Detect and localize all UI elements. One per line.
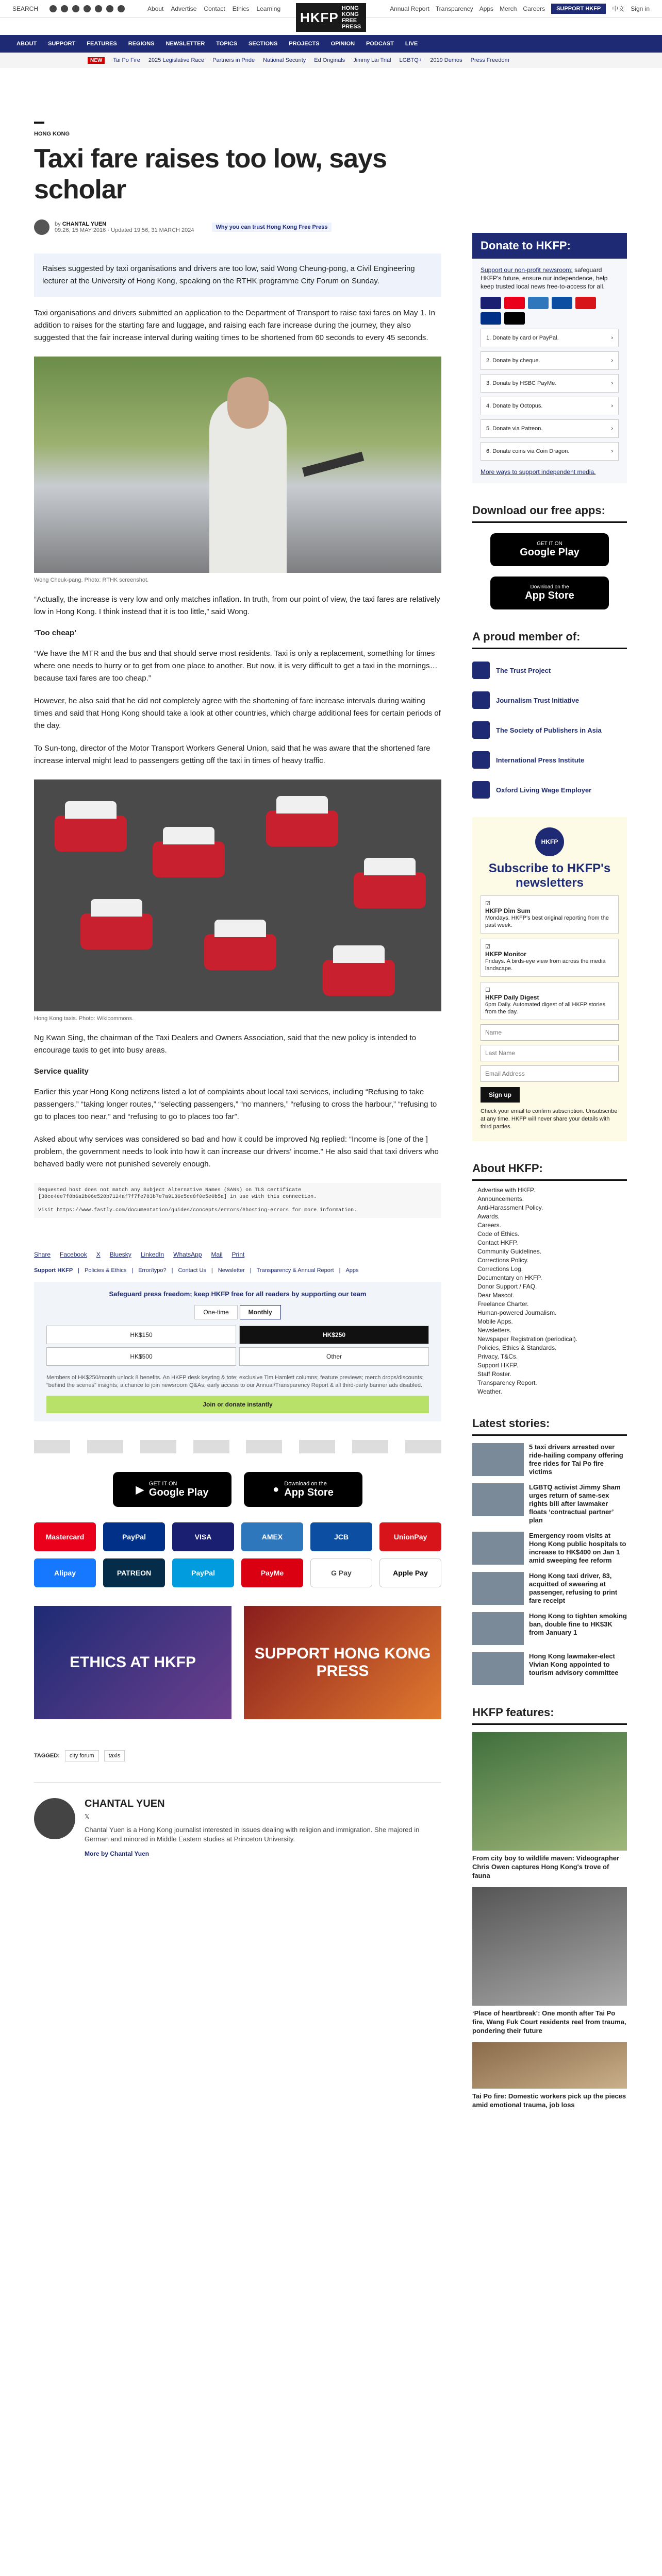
top-bar [0,0,662,30]
badge-logo[interactable] [140,1440,176,1453]
paragraph: Ng Kwan Sing, the chairman of the Taxi Dealers and Owners Association, said that the new policy is intended to encourage taxis to get into busy areas. [34,1033,416,1055]
patreon-icon: PATREON [103,1558,165,1587]
tag[interactable]: city forum [65,1750,99,1761]
author-photo [34,1798,75,1839]
nav-sections[interactable]: SECTIONS [249,41,278,47]
photo-caption: Hong Kong taxis. Photo: Wikicommons. [34,1015,134,1022]
newsletter-signup [472,817,627,1141]
top-link-about[interactable]: About [147,5,164,12]
byline: by CHANTAL YUEN 09:26, 15 MAY 2016 · Updated 19:56, 31 MARCH 2024 Why you can trust Hong Kong Free Press [34,219,441,235]
about-link[interactable]: Transparency Report. [477,1379,537,1386]
share-bluesky[interactable]: Bluesky [109,1251,131,1258]
payme-icon: PayMe [241,1558,303,1587]
google-play-button[interactable]: GET IT ON Google Play [490,533,609,566]
signin-link[interactable]: Sign in [631,5,650,12]
top-link-advertise[interactable]: Advertise [171,5,197,12]
logo-subtext: HONG KONG FREE PRESS [341,5,361,30]
top-link-ethics[interactable]: Ethics [232,5,250,12]
amount-option[interactable]: HK$500 [46,1347,236,1366]
newsletter-option[interactable]: ☑ HKFP Dim Sum Mondays. HKFP's best original reporting from the past week. [481,895,619,934]
jcb-icon: JCB [310,1522,372,1551]
about-link[interactable]: Human-powered Journalism. [477,1309,557,1316]
photo-caption: Wong Cheuk-pang. Photo: RTHK screenshot. [34,577,149,583]
article-kicker[interactable]: HONG KONG [34,122,44,137]
logo-text: HKFP [300,9,339,25]
latest-story[interactable]: Hong Kong lawmaker-elect Vivian Kong appointed to tourism advisory committee [472,1652,627,1685]
amex-icon [528,297,549,309]
share-mail[interactable]: Mail [211,1251,223,1258]
threads-icon[interactable] [84,5,91,12]
support-banner[interactable]: SUPPORT HONG KONG PRESS [244,1606,441,1719]
share-bar [34,1251,441,1258]
tag[interactable]: taxis [104,1750,125,1761]
about-link[interactable]: Awards. [477,1213,500,1220]
member-logo[interactable]: The Trust Project [472,662,627,679]
apps-section [472,504,627,609]
trending-item[interactable]: 2019 Demos [430,57,462,63]
story-thumbnail [472,1532,524,1565]
sign-up-button[interactable]: Sign up [481,1087,520,1103]
top-link-contact[interactable]: Contact [204,5,225,12]
badge-logo[interactable] [87,1440,123,1453]
story-thumbnail [472,1443,524,1476]
top-link-apps[interactable]: Apps [479,5,494,12]
nav-support[interactable]: SUPPORT [48,41,76,47]
latest-title: Latest stories: [472,1417,627,1436]
latest-story[interactable]: Hong Kong to tighten smoking ban, double fine to HK$3K from January 1 [472,1612,627,1645]
jcb-icon [552,297,572,309]
badge-logo[interactable] [405,1440,441,1453]
ref-support[interactable]: Support HKFP [34,1267,73,1274]
donation-note: Members of HK$250/month unlock 8 benefits. An HKFP desk keyring & tote; exclusive Tim Hamlett columns; feature previews; merch drops/discounts; “behind the scenes” insights; a chance to join newsroom Q&As; early access to our Annual/Transparency Report & all third-party banner ads disabled. [46,1375,424,1388]
top-link-learning[interactable]: Learning [256,5,281,12]
top-link-careers[interactable]: Careers [523,5,545,12]
share-whatsapp[interactable]: WhatsApp [173,1251,202,1258]
share-print[interactable]: Print [231,1251,245,1258]
members-title: A proud member of: [472,630,627,649]
trust-project-icon [472,662,490,679]
hkfp-badge-icon: HKFP [535,827,564,856]
donate-option[interactable]: 2. Donate by cheque. › [481,351,619,370]
promo-banners [34,1606,441,1719]
social-icons [49,5,125,12]
nav-projects[interactable]: PROJECTS [289,41,320,47]
card-logos [481,297,619,325]
about-link[interactable]: Corrections Policy. [477,1257,529,1264]
article-title: Taxi fare raises too low, says scholar [34,144,387,205]
about-link[interactable]: Advertise with HKFP. [477,1187,535,1194]
latest-story[interactable]: Emergency room visits at Hong Kong public hospitals to increase to HK$400 on Jan 1 amid sweeping fee reform [472,1532,627,1565]
paragraph: Earlier this year Hong Kong netizens listed a lot of complaints about local taxi services, including “Refusing to take passengers,” “taking longer routes,” “selecting passengers,” “no manners,” “refusing to cross the harbour,” “refusing to go to places too near,” and “refusing to go to places too far”. [34,1088,437,1121]
latest-story[interactable]: LGBTQ activist Jimmy Sham urges return of same-sex rights bill after lawmaker floats ‘contractual partner’ plan [472,1483,627,1524]
new-badge: NEW [88,57,105,64]
paragraph: Taxi organisations and drivers submitted an application to the Department of Transport to raise taxi fares on May 1. In addition to raises for the starting fare and luggage, and raising each fare increase during the journey, they also suggested that the fair increase interval during waiting times to be shortened from 60 seconds to every 45 seconds. [34,309,435,342]
alipay-icon: Alipay [34,1558,96,1587]
jti-icon [472,691,490,709]
paragraph: Asked about why services was considered so bad and how it could be improved Ng replied: “Income is [one of the ] problem, the government needs to look into how it can increase our drivers’ income.” He also said that taxi drivers who behaved badly were not punished severely enough. [34,1135,439,1168]
nav-opinion[interactable]: OPINION [330,41,355,47]
member-logo[interactable]: Oxford Living Wage Employer [472,781,627,799]
amount-option-other[interactable]: Other [239,1347,429,1366]
latest-story[interactable]: Hong Kong taxi driver, 83, acquitted of swearing at passenger, refusing to print fare receipt [472,1572,627,1605]
about-link[interactable]: Code of Ethics. [477,1230,520,1238]
unionpay-icon [575,297,596,309]
ipi-icon [472,751,490,769]
member-logo[interactable]: The Society of Publishers in Asia [472,721,627,739]
tags [34,1750,441,1761]
nav-topics[interactable]: TOPICS [216,41,238,47]
nav-regions[interactable]: REGIONS [128,41,155,47]
about-link[interactable]: Newspaper Registration (periodical). [477,1335,578,1343]
about-link[interactable]: Donor Support / FAQ. [477,1283,537,1290]
youtube-icon[interactable] [95,5,102,12]
paypal-icon [481,312,501,325]
last-name-field[interactable] [481,1045,619,1061]
about-link[interactable]: Newsletters. [477,1327,512,1334]
arrow-right-icon: › [611,380,613,386]
trending-item[interactable]: Press Freedom [470,57,509,63]
ref-transparency[interactable]: Transparency & Annual Report [256,1267,334,1274]
facebook-icon[interactable] [49,5,57,12]
about-link[interactable]: Dear Mascot. [477,1292,515,1299]
story-thumbnail [472,1652,524,1685]
arrow-right-icon: › [611,403,613,409]
about-list [472,1186,627,1396]
story-thumbnail [472,1483,524,1516]
language-link[interactable]: 中文 [612,5,625,12]
donate-option[interactable]: 3. Donate by HSBC PayMe. › [481,374,619,393]
about-link[interactable]: Contact HKFP. [477,1239,518,1246]
updated-date: Updated 19:56, 31 MARCH 2024 [111,227,194,233]
donate-link[interactable]: Support our non-profit newsroom: [481,266,573,274]
story-thumbnail [472,1612,524,1645]
paypal-icon: PayPal [103,1522,165,1551]
visa-icon: VISA [172,1522,234,1551]
feature-title[interactable]: ‘Place of heartbreak’: One month after Tai Po fire, Wang Fuk Court residents reel from trauma, pondering their future [472,2009,626,2035]
ref-error[interactable]: Error/typo? [138,1267,167,1274]
about-link[interactable]: Weather. [477,1388,502,1395]
tags-label: TAGGED: [34,1753,60,1759]
about-link[interactable]: Documentary on HKFP. [477,1274,542,1281]
top-link-merch[interactable]: Merch [500,5,517,12]
author-box [34,1782,441,1857]
ref-apps[interactable]: Apps [345,1267,359,1274]
about-link[interactable]: Privacy, T&Cs. [477,1353,518,1360]
arrow-right-icon: › [611,358,613,364]
share-label: Share [34,1251,51,1258]
nav-features[interactable]: FEATURES [87,41,117,47]
top-link-annual-report[interactable]: Annual Report [390,5,429,12]
about-link[interactable]: Policies, Ethics & Standards. [477,1344,557,1351]
top-link-transparency[interactable]: Transparency [435,5,473,12]
frequency-toggle [34,1305,441,1319]
newsletter-option[interactable]: ☑ HKFP Monitor Fridays. A birds-eye view from across the media landscape. [481,939,619,977]
donation-title: Safeguard press freedom; keep HKFP free for all readers by supporting our team [109,1290,367,1298]
ethics-banner[interactable]: ETHICS AT HKFP [34,1606,231,1719]
arrow-right-icon: › [611,426,613,432]
by-label: by [55,221,61,227]
hkfp-logo[interactable] [296,3,366,32]
author-link[interactable]: CHANTAL YUEN [62,221,107,227]
share-linkedin[interactable]: LinkedIn [140,1251,164,1258]
paypal-icon: PayPal [172,1558,234,1587]
feature-image[interactable] [472,1732,627,1851]
trending-item[interactable]: National Security [263,57,306,63]
google-play-icon: ▶ [136,1484,144,1496]
membership-badges [34,1440,441,1453]
donation-widget [34,1282,441,1421]
about-link[interactable]: Corrections Log. [477,1265,523,1273]
badge-logo[interactable] [299,1440,335,1453]
wong-photo [34,357,441,573]
nav-about[interactable]: ABOUT [16,41,37,47]
ref-policies[interactable]: Policies & Ethics [85,1267,127,1274]
applepay-icon [504,312,525,325]
x-icon[interactable] [61,5,68,12]
trending-item[interactable]: Ed Originals [314,57,345,63]
sopa-icon [472,721,490,739]
ref-newsletter[interactable]: Newsletter [218,1267,245,1274]
sidebar-donate-title: Donate to HKFP: [472,233,627,259]
email-field[interactable] [481,1065,619,1082]
trending-item[interactable]: Partners in Pride [212,57,255,63]
top-links [147,5,280,12]
taxi-photo [34,779,441,1011]
freq-monthly[interactable]: Monthly [240,1305,281,1319]
amount-option[interactable]: HK$150 [46,1326,236,1344]
badge-logo[interactable] [34,1440,70,1453]
amount-options [46,1326,429,1366]
more-ways-link[interactable]: More ways to support independent media. [481,468,596,476]
telegram-icon[interactable] [118,5,125,12]
mastercard-icon: Mastercard [34,1522,96,1551]
member-logo[interactable]: Journalism Trust Initiative [472,691,627,709]
freq-one-time[interactable]: One-time [194,1305,237,1319]
main-nav [0,35,662,53]
about-title: About HKFP: [472,1162,627,1181]
subheading: Service quality [34,1067,89,1076]
google-play-button[interactable]: ▶ GET IT ON Google Play [113,1472,231,1507]
badge-logo[interactable] [193,1440,229,1453]
article [34,68,441,2109]
about-link[interactable]: Announcements. [477,1195,524,1202]
newsletter-option[interactable]: ☐ HKFP Daily Digest 6pm Daily. Automated digest of all HKFP stories from the day. [481,982,619,1020]
ref-links: Support HKFP | Policies & Ethics | Error/typo? | Contact Us | Newsletter | Transparency & Annual Report | Apps [34,1267,359,1274]
gpay-icon: G Pay [310,1558,372,1587]
share-x[interactable]: X [96,1251,101,1258]
paragraph: However, he also said that he did not completely agree with the shortening of fare increase intervals during waiting times and said that Hong Kong should take a look at other countries, which charge additional fees for certain periods of the day. [34,697,441,730]
about-link[interactable]: Staff Roster. [477,1370,511,1378]
amex-icon: AMEX [241,1522,303,1551]
donate-option[interactable]: 5. Donate via Patreon. › [481,419,619,438]
about-link[interactable]: Careers. [477,1222,502,1229]
features-title: HKFP features: [472,1706,627,1725]
name-field[interactable] [481,1024,619,1041]
about-link[interactable]: Mobile Apps. [477,1318,513,1325]
member-logo[interactable]: International Press Institute [472,751,627,769]
more-by-author-link[interactable]: More by Chantal Yuen [85,1850,150,1857]
story-thumbnail [472,1572,524,1605]
donate-option[interactable]: 1. Donate by card or PayPal. › [481,329,619,347]
support-button[interactable]: SUPPORT HKFP [551,4,606,14]
about-link[interactable]: Freelance Charter. [477,1300,529,1308]
trending-bar [0,53,662,68]
trending-item[interactable]: Tai Po Fire [113,57,140,63]
paragraph: To Sun-tong, director of the Motor Transport Workers General Union, said that he was aware that the shortened fare increase interval might lead to passengers getting off the taxi in times of heavy traffic. [34,744,431,765]
x-icon[interactable]: 𝕏 [85,1813,90,1820]
donate-option[interactable]: 6. Donate coins via Coin Dragon. › [481,442,619,461]
feature-image[interactable] [472,1887,627,2006]
arrow-right-icon: › [611,335,613,341]
app-store-button[interactable]: Download on the App Store [490,577,609,609]
embed-error: Requested host does not match any Subject Alternative Names (SANs) on TLS certificate [38ce4ee7f8b6a2b06e528b7124af7f7fe783b7e7a9136e5ce8f0e5e0b5a] in use with this connection. Visit https://www.fastly.com/documentation/guides/concepts/errors/#hosting-errors for more information. [34,1183,441,1218]
linkedin-icon[interactable] [106,5,113,12]
donate-text: safeguard HKFP's future, ensure our independence, help keep trusted local news free-to-access for all. [481,266,608,290]
unionpay-icon: UnionPay [379,1522,441,1551]
features-section [472,1706,627,2109]
author-name[interactable]: CHANTAL YUEN [85,1798,165,1809]
about-link[interactable]: Anti-Harassment Policy. [477,1204,543,1211]
about-link[interactable]: Community Guidelines. [477,1248,542,1255]
search-link[interactable]: SEARCH [12,5,39,12]
applepay-icon: Apple Pay [379,1558,441,1587]
mastercard-icon [504,297,525,309]
paragraph: “Actually, the increase is very low and only matches inflation. In truth, from our point of view, the taxi fares are relatively low in Hong Kong. I think instead that it is too little,” said Wong. [34,595,440,616]
trending-item[interactable]: 2025 Legislative Race [148,57,205,63]
feature-image[interactable] [472,2042,627,2089]
apps-title: Download our free apps: [472,504,627,523]
arrow-right-icon: › [611,448,613,454]
author-bio: Chantal Yuen is a Hong Kong journalist interested in issues dealing with religion and immigration. She majored in German and minored in Middle Eastern studies at Princeton University. [85,1826,420,1843]
amount-option-selected[interactable]: HK$250 [239,1326,429,1344]
newsletter-fineprint: Check your email to confirm subscription. Unsubscribe at any time. HKFP will never share your details with third parties. [481,1108,618,1130]
share-facebook[interactable]: Facebook [60,1251,87,1258]
badge-logo[interactable] [352,1440,388,1453]
newsletter-title: Subscribe to HKFP's newsletters [488,861,611,890]
members-section [472,630,627,799]
nav-podcast[interactable]: PODCAST [366,41,394,47]
visa-icon [481,297,501,309]
feature-title[interactable]: From city boy to wildlife maven: Videographer Chris Owen captures Hong Kong's trove of fauna [472,1854,620,1879]
subheading: ‘Too cheap’ [34,629,77,637]
feature-title[interactable]: Tai Po fire: Domestic workers pick up the pieces amid emotional trauma, job loss [472,2092,626,2109]
app-store-button[interactable]: ● Download on the App Store [244,1472,362,1507]
sidebar [472,68,627,2109]
badge-logo[interactable] [246,1440,282,1453]
publish-date: 09:26, 15 MAY 2016 [55,227,106,233]
trust-link[interactable]: Why you can trust Hong Kong Free Press [212,223,332,232]
sidebar-donate [472,233,627,483]
instagram-icon[interactable] [72,5,79,12]
about-section [472,1162,627,1396]
app-store-buttons [34,1472,441,1507]
nav-live[interactable]: LIVE [405,41,418,47]
latest-story[interactable]: 5 taxi drivers arrested over ride-hailing company offering free rides for Tai Po fire victims [472,1443,627,1476]
trending-item[interactable]: LGBTQ+ [399,57,422,63]
donate-option[interactable]: 4. Donate by Octopus. › [481,397,619,415]
trending-item[interactable]: Jimmy Lai Trial [353,57,391,63]
author-avatar [34,219,49,235]
payment-methods [34,1522,441,1587]
about-link[interactable]: Support HKFP. [477,1362,519,1369]
living-wage-icon [472,781,490,799]
article-lede: Raises suggested by taxi organisations and drivers are too low, said Wong Cheung-pong, a Civil Engineering lecturer at the University of Hong Kong, speaking on the RTHK programme City Forum on Sunday. [34,253,441,297]
latest-section [472,1417,627,1685]
apple-icon: ● [273,1483,279,1495]
paragraph: “We have the MTR and the bus and that should serve most residents. Taxi is only a replacement, something for times where one needs to hurry or to get from one place to another. But now, it is very difficult to get a taxi in the mornings… because taxi fares are too cheap.” [34,649,438,683]
ref-contact[interactable]: Contact Us [178,1267,206,1274]
donate-button[interactable]: Join or donate instantly [46,1396,429,1413]
nav-newsletter[interactable]: NEWSLETTER [166,41,205,47]
